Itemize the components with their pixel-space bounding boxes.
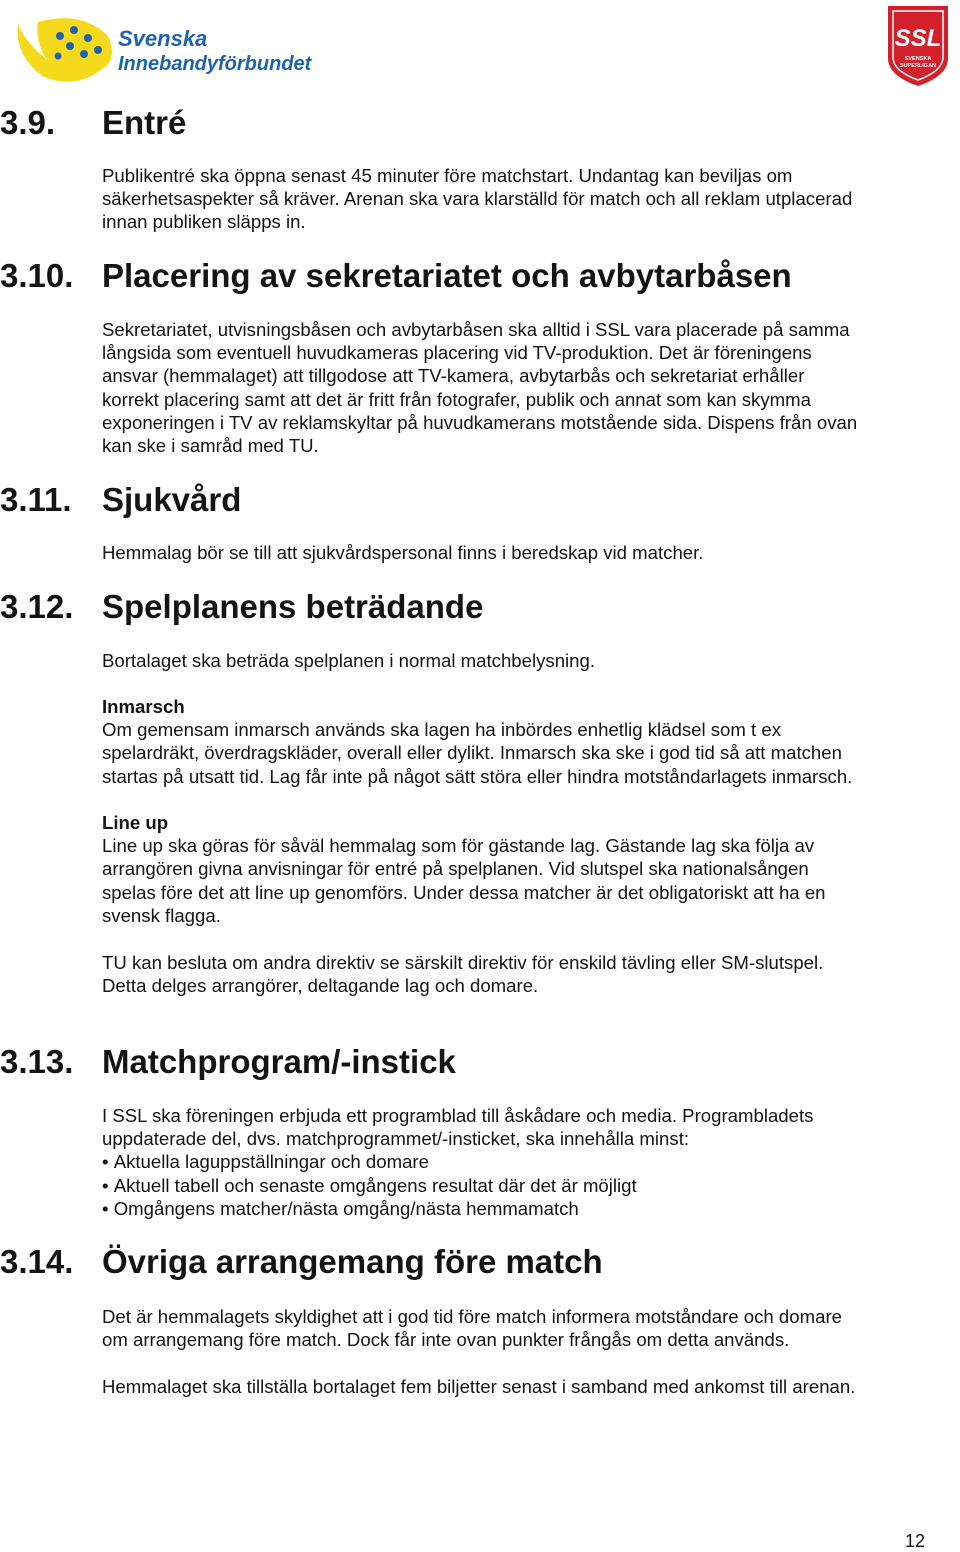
text-line: Om gemensam inmarsch används ska lagen ha inbördes enhetlig klädsel som t ex <box>102 719 782 741</box>
section-3-11-paragraph <box>102 541 932 564</box>
text-line: kan ske i samråd med TU. <box>102 435 319 457</box>
text-line: svensk flagga. <box>102 904 221 926</box>
text-line: spelas före det att line up genomförs. Under dessa matcher är det obligatoriskt att ha en <box>102 881 826 903</box>
text-line: säkerhetsaspekter så kräver. Arenan ska vara klarställd för match och all reklam utplacerad <box>102 188 853 210</box>
text-line: TU kan besluta om andra direktiv se särskilt direktiv för enskild tävling eller SM-slutspel. <box>102 952 824 973</box>
section-3-14-paragraph-2 <box>102 1375 932 1398</box>
section-number: 3.12. <box>0 588 74 625</box>
text-line: Hemmalaget ska tillställa bortalaget fem biljetter senast i samband med ankomst till arenan. <box>102 1376 856 1397</box>
section-3-10-paragraph <box>102 318 932 457</box>
section-title: Sjukvård <box>102 481 242 518</box>
text-line: om arrangemang före match. Dock får inte ovan punkter frångås om detta används. <box>102 1329 790 1351</box>
section-title: Entré <box>102 104 187 141</box>
text-line: startas på utsatt tid. Lag får inte på något sätt störa eller hindra motståndarlagets inmarsch. <box>102 765 853 787</box>
text-line: arrangören givna anvisningar för entré på spelplanen. Vid slutspel ska nationalsången <box>102 858 809 880</box>
subsection-heading: Inmarsch <box>102 696 185 717</box>
text-line: Line up ska göras för såväl hemmalag som för gästande lag. Gästande lag ska följa av <box>102 835 815 857</box>
subsection-line-up <box>102 811 932 927</box>
section-3-12-tu-paragraph <box>102 951 932 997</box>
ssl-logo-subtext-2: SUPERLIGAN <box>899 63 937 69</box>
section-3-9-paragraph <box>102 164 932 234</box>
logo-text-line2: Innebandyförbundet <box>118 53 312 75</box>
section-3-12-paragraph <box>102 649 932 672</box>
subsection-inmarsch <box>102 695 932 788</box>
subsection-heading: Line up <box>102 812 169 833</box>
section-title: Matchprogram/-instick <box>102 1043 456 1080</box>
text-line: långsida som eventuell huvudkameras placering vid TV-produktion. Det är föreningens <box>102 342 812 364</box>
text-line: ansvar (hemmalaget) att tillgodose att TV-kamera, avbytarbås och sekretariat erhåller <box>102 365 805 387</box>
text-line: spelardräkt, överdragskläder, overall eller dylikt. Inmarsch ska ske i god tid så att matchen <box>102 742 842 764</box>
text-line: exponeringen i TV av reklamskyltar på huvudkamerans motstående sida. Dispens från ovan <box>102 411 858 433</box>
section-number: 3.10. <box>0 257 74 294</box>
text-line: Publikentré ska öppna senast 45 minuter före matchstart. Undantag kan beviljas om <box>102 165 793 186</box>
text-line: Detta delges arrangörer, deltagande lag och domare. <box>102 975 539 997</box>
section-number: 3.9. <box>0 104 56 141</box>
text-line: Det är hemmalagets skyldighet att i god tid före match informera motståndare och domare <box>102 1306 842 1327</box>
bullet-item: • Omgångens matcher/nästa omgång/nästa hemmamatch <box>102 1197 932 1220</box>
logo-text-line1: Svenska <box>118 26 208 51</box>
bullet-item: • Aktuella laguppställningar och domare <box>102 1150 932 1173</box>
page-number: 12 <box>905 1531 926 1551</box>
section-3-13-paragraph <box>102 1104 932 1220</box>
section-number: 3.13. <box>0 1043 74 1080</box>
section-title: Övriga arrangemang före match <box>102 1243 603 1280</box>
floorball-icon <box>18 18 113 82</box>
text-line: Hemmalag bör se till att sjukvårdspersonal finns i beredskap vid matcher. <box>102 542 704 563</box>
ssl-superligan-logo <box>880 0 956 88</box>
section-title: Placering av sekretariatet och avbytarbåsen <box>102 257 792 294</box>
section-3-14-paragraph <box>102 1305 932 1351</box>
text-line: uppdaterade del, dvs. matchprogrammet/-insticket, ska innehålla minst: <box>102 1128 690 1150</box>
section-number: 3.14. <box>0 1243 74 1280</box>
text-line: I SSL ska föreningen erbjuda ett programblad till åskådare och media. Programbladets <box>102 1105 814 1126</box>
ssl-logo-text: SSL <box>894 25 942 52</box>
bullet-item: • Aktuell tabell och senaste omgångens resultat där det är möjligt <box>102 1174 932 1197</box>
text-line: korrekt placering samt att det är fritt från fotografer, publik och annat som kan skymma <box>102 388 811 410</box>
text-line: Sekretariatet, utvisningsbåsen och avbytarbåsen ska alltid i SSL vara placerade på samma <box>102 319 850 340</box>
svenska-innebandyforbundet-logo <box>12 14 342 86</box>
section-title: Spelplanens beträdande <box>102 588 484 625</box>
section-number: 3.11. <box>0 481 72 518</box>
ssl-logo-subtext-1: SVENSKA <box>904 56 932 62</box>
text-line: innan publiken släpps in. <box>102 211 306 233</box>
text-line: Bortalaget ska beträda spelplanen i normal matchbelysning. <box>102 650 596 671</box>
